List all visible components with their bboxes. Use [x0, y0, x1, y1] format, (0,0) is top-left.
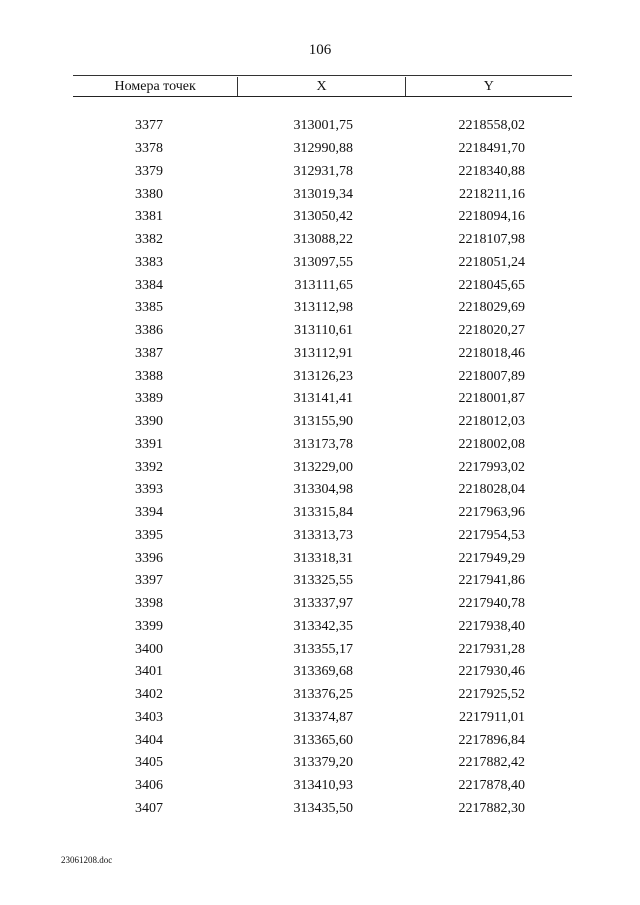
y-cell: 2218558,02 — [458, 118, 525, 134]
point-number-cell: 3382 — [135, 232, 163, 248]
x-cell: 313379,20 — [293, 755, 353, 771]
x-cell: 313304,98 — [293, 482, 353, 498]
y-cell: 2218051,24 — [458, 254, 525, 270]
table-row — [73, 183, 572, 206]
y-cell: 2217938,40 — [458, 618, 525, 634]
y-cell: 2217930,46 — [458, 664, 525, 680]
table-row — [73, 479, 572, 502]
table-row — [73, 434, 572, 457]
point-number-cell: 3399 — [135, 618, 163, 634]
x-cell: 313369,68 — [293, 664, 353, 680]
y-cell: 2217878,40 — [458, 778, 525, 794]
point-number-cell: 3391 — [135, 436, 163, 452]
footer-filename: 23061208.doc — [61, 855, 113, 865]
x-cell: 313088,22 — [293, 232, 353, 248]
y-cell: 2218107,98 — [458, 232, 525, 248]
table-row — [73, 297, 572, 320]
y-cell: 2217925,52 — [458, 687, 525, 703]
table-row — [73, 616, 572, 639]
point-number-cell: 3401 — [135, 664, 163, 680]
table-row — [73, 684, 572, 707]
point-number-cell: 3405 — [135, 755, 163, 771]
table-row — [73, 547, 572, 570]
y-cell: 2217882,30 — [458, 800, 525, 816]
header-x: X — [238, 77, 405, 96]
y-cell: 2218028,04 — [458, 482, 525, 498]
y-cell: 2217949,29 — [458, 550, 525, 566]
header-rule — [73, 75, 572, 76]
point-number-cell: 3383 — [135, 254, 163, 270]
y-cell: 2218491,70 — [458, 141, 525, 157]
table-row — [73, 775, 572, 798]
point-number-cell: 3392 — [135, 459, 163, 475]
x-cell: 313110,61 — [294, 323, 353, 339]
y-cell: 2217882,42 — [458, 755, 525, 771]
x-cell: 313001,75 — [293, 118, 353, 134]
x-cell: 313313,73 — [293, 527, 353, 543]
table-row — [73, 638, 572, 661]
x-cell: 313355,17 — [293, 641, 353, 657]
header-point-number: Номера точек — [73, 77, 238, 96]
x-cell: 313435,50 — [293, 800, 353, 816]
y-cell: 2218029,69 — [458, 300, 525, 316]
table-row — [73, 593, 572, 616]
point-number-cell: 3384 — [135, 277, 163, 293]
x-cell: 313325,55 — [293, 573, 353, 589]
x-cell: 313173,78 — [293, 436, 353, 452]
table-row — [73, 161, 572, 184]
table-row — [73, 411, 572, 434]
table-header — [73, 77, 572, 97]
point-number-cell: 3402 — [135, 687, 163, 703]
table-row — [73, 661, 572, 684]
x-cell: 313112,91 — [294, 345, 353, 361]
y-cell: 2217954,53 — [458, 527, 525, 543]
x-cell: 313050,42 — [293, 209, 353, 225]
y-cell: 2218094,16 — [458, 209, 525, 225]
y-cell: 2217993,02 — [458, 459, 525, 475]
point-number-cell: 3377 — [135, 118, 163, 134]
point-number-cell: 3395 — [135, 527, 163, 543]
point-number-cell: 3394 — [135, 505, 163, 521]
table-row — [73, 115, 572, 138]
point-number-cell: 3380 — [135, 186, 163, 202]
x-cell: 313019,34 — [293, 186, 353, 202]
table-row — [73, 274, 572, 297]
page-number: 106 — [308, 42, 332, 58]
table-row — [73, 456, 572, 479]
point-number-cell: 3398 — [135, 596, 163, 612]
table-row — [73, 252, 572, 275]
point-number-cell: 3389 — [135, 391, 163, 407]
point-number-cell: 3400 — [135, 641, 163, 657]
x-cell: 313112,98 — [294, 300, 353, 316]
point-number-cell: 3396 — [135, 550, 163, 566]
point-number-cell: 3406 — [135, 778, 163, 794]
x-cell: 312931,78 — [293, 163, 353, 179]
x-cell: 313410,93 — [293, 778, 353, 794]
y-cell: 2217941,86 — [458, 573, 525, 589]
x-cell: 313229,00 — [293, 459, 353, 475]
table-row — [73, 343, 572, 366]
table-body — [73, 115, 572, 820]
point-number-cell: 3397 — [135, 573, 163, 589]
point-number-cell: 3379 — [135, 163, 163, 179]
x-cell: 313374,87 — [293, 709, 353, 725]
table-row — [73, 752, 572, 775]
table-row — [73, 229, 572, 252]
point-number-cell: 3390 — [135, 414, 163, 430]
point-number-cell: 3403 — [135, 709, 163, 725]
point-number-cell: 3407 — [135, 800, 163, 816]
point-number-cell: 3378 — [135, 141, 163, 157]
point-number-cell: 3388 — [135, 368, 163, 384]
x-cell: 313097,55 — [293, 254, 353, 270]
x-cell: 313318,31 — [293, 550, 353, 566]
x-cell: 313141,41 — [293, 391, 353, 407]
x-cell: 313155,90 — [293, 414, 353, 430]
y-cell: 2218001,87 — [458, 391, 525, 407]
y-cell: 2217896,84 — [458, 732, 525, 748]
y-cell: 2218002,08 — [458, 436, 525, 452]
y-cell: 2218012,03 — [458, 414, 525, 430]
y-cell: 2217931,28 — [458, 641, 525, 657]
y-cell: 2218045,65 — [458, 277, 525, 293]
x-cell: 313337,97 — [293, 596, 353, 612]
x-cell: 313342,35 — [293, 618, 353, 634]
point-number-cell: 3387 — [135, 345, 163, 361]
x-cell: 313315,84 — [293, 505, 353, 521]
y-cell: 2217911,01 — [459, 709, 525, 725]
table-row — [73, 570, 572, 593]
x-cell: 312990,88 — [293, 141, 353, 157]
header-y: Y — [483, 78, 494, 94]
y-cell: 2218018,46 — [458, 345, 525, 361]
table-row — [73, 365, 572, 388]
y-cell: 2218020,27 — [458, 323, 525, 339]
point-number-cell: 3386 — [135, 323, 163, 339]
point-number-cell: 3393 — [135, 482, 163, 498]
table-row — [73, 707, 572, 730]
table-row — [73, 729, 572, 752]
y-cell: 2217963,96 — [458, 505, 525, 521]
x-cell: 313111,65 — [294, 277, 353, 293]
y-cell: 2218007,89 — [458, 368, 525, 384]
table-row — [73, 206, 572, 229]
table-row — [73, 320, 572, 343]
y-cell: 2218340,88 — [458, 163, 525, 179]
table-row — [73, 138, 572, 161]
point-number-cell: 3381 — [135, 209, 163, 225]
x-cell: 313126,23 — [293, 368, 353, 384]
x-cell: 313376,25 — [293, 687, 353, 703]
table-row — [73, 798, 572, 821]
table-row — [73, 388, 572, 411]
x-cell: 313365,60 — [293, 732, 353, 748]
y-cell: 2217940,78 — [458, 596, 525, 612]
table-row — [73, 502, 572, 525]
table-row — [73, 525, 572, 548]
point-number-cell: 3385 — [135, 300, 163, 316]
y-cell: 2218211,16 — [459, 186, 525, 202]
point-number-cell: 3404 — [135, 732, 163, 748]
